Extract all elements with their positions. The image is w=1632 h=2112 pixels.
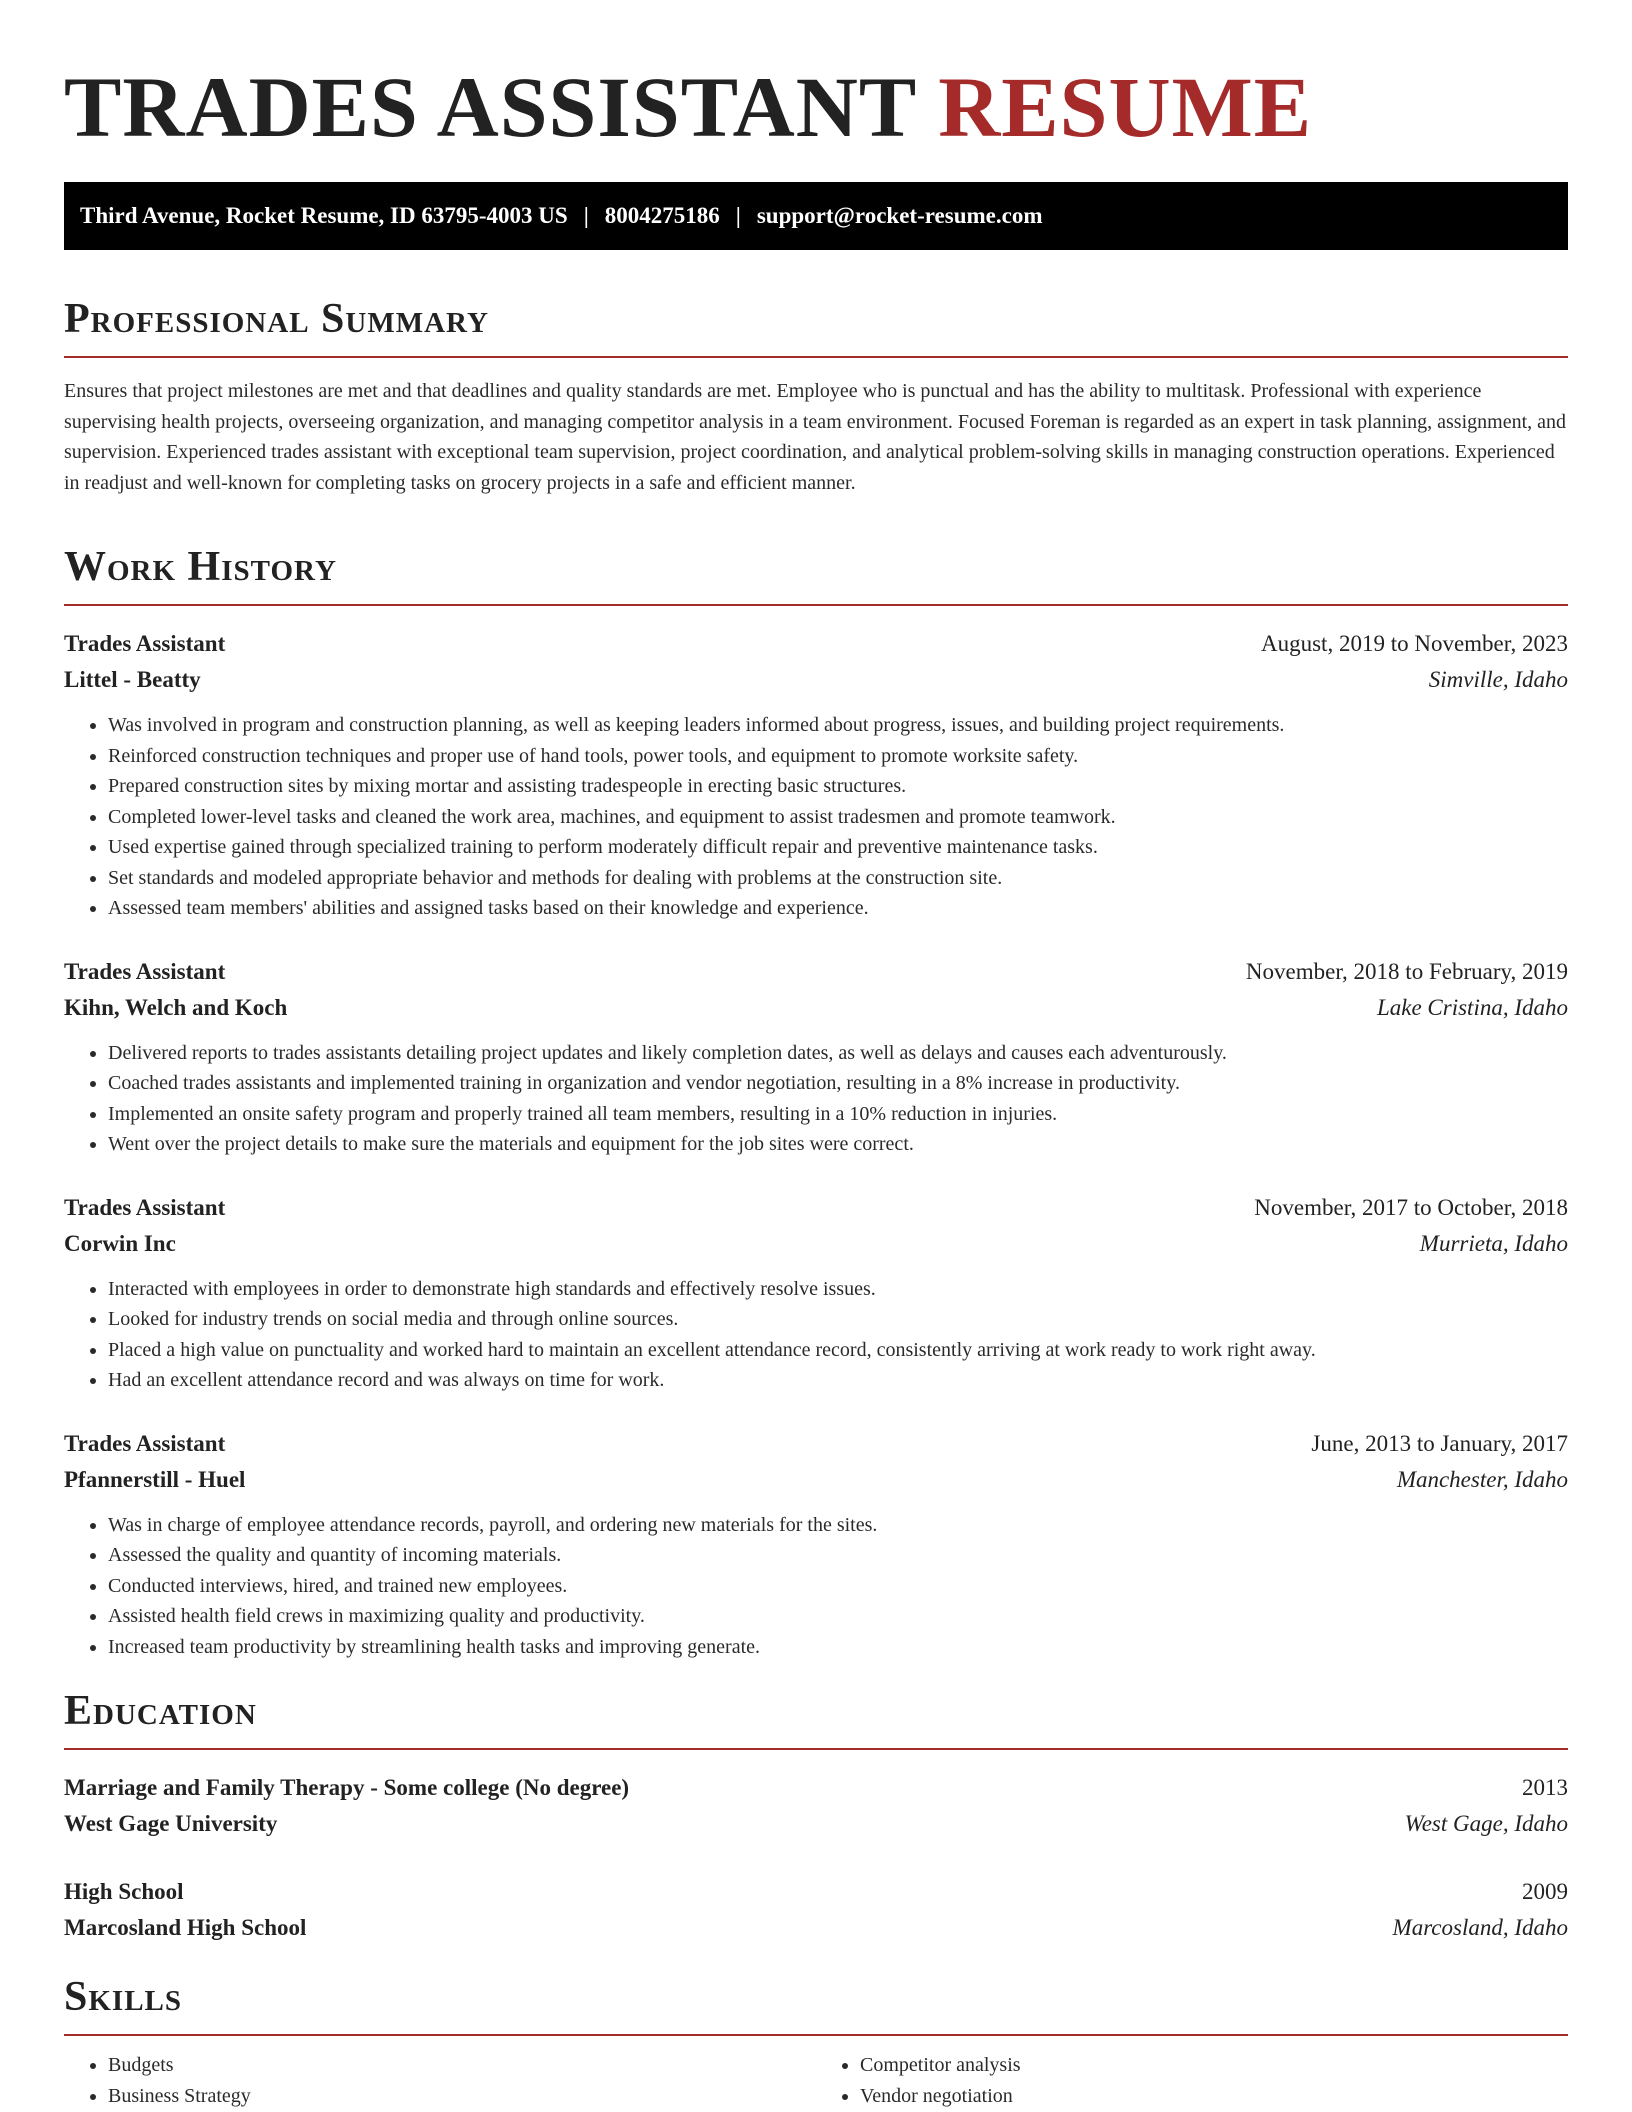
job-bullets	[64, 1510, 1568, 1663]
job-entry-4	[64, 1426, 1568, 1663]
job-dates: November, 2017 to October, 2018	[1254, 1194, 1568, 1220]
section-divider	[64, 604, 1568, 606]
job-entry-3	[64, 1190, 1568, 1396]
education-degree: High School	[64, 1879, 184, 1904]
list-item: • Increased team productivity by streamlining health tasks and improving generate.	[108, 1632, 1568, 1663]
skills-column-left	[64, 2050, 816, 2111]
list-item: • Was involved in program and construction planning, as well as keeping leaders informed about progress, issues, and building project requirements.	[108, 710, 1568, 741]
summary-text: Ensures that project milestones are met and that deadlines and quality standards are met. Employee who is punctual and has the ability to multitask. Professional with experience supervising health projects, overseeing organization, and managing competitor analysis in a team environment. Focused Foreman is regarded as an expert in task planning, assignment, and supervision. Experienced trades assistant with exceptional team supervision, project coordination, and analytical problem-solving skills in managing construction operations. Experienced in readjust and well-known for completing tasks on grocery projects in a safe and efficient manner.	[64, 380, 1567, 494]
resume-title	[64, 56, 1568, 155]
contact-bar	[64, 182, 1568, 250]
job-dates: June, 2013 to January, 2017	[1311, 1430, 1568, 1456]
job-bullets	[64, 710, 1568, 924]
section-title-summary: Professional Summary	[64, 296, 489, 342]
contact-separator: |	[735, 203, 741, 228]
job-title: Trades Assistant	[64, 1194, 226, 1220]
job-company: Corwin Inc	[64, 1230, 176, 1256]
job-bullets	[64, 1038, 1568, 1160]
job-company: Kihn, Welch and Koch	[64, 994, 288, 1020]
section-title-education: Education	[64, 1688, 257, 1734]
education-location: West Gage, Idaho	[1404, 1811, 1568, 1836]
education-year: 2013	[1522, 1775, 1568, 1800]
education-school: West Gage University	[64, 1811, 278, 1836]
list-item: • Coached trades assistants and implemented training in organization and vendor negotiation, resulting in a 8% increase in productivity.	[108, 1068, 1568, 1099]
skill-item: • Budgets	[108, 2050, 816, 2081]
title-main: TRADES ASSISTANT	[64, 59, 916, 155]
list-item: • Delivered reports to trades assistants detailing project updates and likely completion dates, as well as delays and causes each adventurously.	[108, 1038, 1568, 1069]
list-item: • Interacted with employees in order to demonstrate high standards and effectively resolve issues.	[108, 1274, 1568, 1305]
list-item: • Completed lower-level tasks and cleaned the work area, machines, and equipment to assist tradesmen and promote teamwork.	[108, 802, 1568, 833]
skill-item: • Competitor analysis	[860, 2050, 1568, 2081]
education-location: Marcosland, Idaho	[1392, 1915, 1568, 1940]
job-title: Trades Assistant	[64, 958, 226, 984]
job-title: Trades Assistant	[64, 1430, 226, 1456]
list-item: • Went over the project details to make sure the materials and equipment for the job sites were correct.	[108, 1129, 1568, 1160]
list-item: • Assessed team members' abilities and assigned tasks based on their knowledge and experience.	[108, 893, 1568, 924]
job-company: Pfannerstill - Huel	[64, 1466, 246, 1492]
list-item: • Prepared construction sites by mixing mortar and assisting tradespeople in erecting basic structures.	[108, 771, 1568, 802]
job-location: Simville, Idaho	[1428, 667, 1568, 692]
skills-list	[64, 2050, 1568, 2111]
section-divider	[64, 356, 1568, 358]
list-item: • Had an excellent attendance record and was always on time for work.	[108, 1365, 1568, 1396]
section-divider	[64, 1748, 1568, 1750]
list-item: • Was in charge of employee attendance records, payroll, and ordering new materials for the sites.	[108, 1510, 1568, 1541]
job-dates: November, 2018 to February, 2019	[1245, 958, 1568, 984]
contact-address: Third Avenue, Rocket Resume, ID 63795-4003 US	[80, 203, 568, 228]
skill-item: • Vendor negotiation	[860, 2081, 1568, 2112]
job-bullets	[64, 1274, 1568, 1396]
skills-column-right	[816, 2050, 1568, 2111]
job-location: Manchester, Idaho	[1396, 1466, 1568, 1492]
skill-item: • Business Strategy	[108, 2081, 816, 2112]
education-entry-1	[64, 1770, 1568, 1842]
list-item: • Placed a high value on punctuality and worked hard to maintain an excellent attendance record, consistently arriving at work ready to work right away.	[108, 1335, 1568, 1366]
section-divider	[64, 2034, 1568, 2036]
education-entry-2	[64, 1874, 1568, 1946]
job-location: Murrieta, Idaho	[1419, 1230, 1568, 1256]
education-degree: Marriage and Family Therapy - Some college (No degree)	[64, 1775, 630, 1800]
contact-separator: |	[583, 203, 589, 228]
list-item: • Assessed the quality and quantity of incoming materials.	[108, 1540, 1568, 1571]
list-item: • Conducted interviews, hired, and trained new employees.	[108, 1571, 1568, 1602]
contact-email[interactable]: support@rocket-resume.com	[756, 203, 1043, 228]
title-accent: RESUME	[938, 59, 1313, 155]
job-title: Trades Assistant	[64, 631, 226, 656]
job-location: Lake Cristina, Idaho	[1376, 994, 1568, 1020]
section-title-work: Work History	[64, 544, 337, 590]
job-company: Littel - Beatty	[64, 667, 201, 692]
job-entry-2	[64, 954, 1568, 1160]
list-item: • Reinforced construction techniques and proper use of hand tools, power tools, and equipment to promote worksite safety.	[108, 741, 1568, 772]
job-entry-1	[64, 626, 1568, 924]
list-item: • Looked for industry trends on social media and through online sources.	[108, 1304, 1568, 1335]
education-school: Marcosland High School	[64, 1915, 307, 1940]
section-title-skills: Skills	[64, 1974, 183, 2020]
education-year: 2009	[1522, 1879, 1568, 1904]
contact-phone: 8004275186	[604, 203, 720, 228]
list-item: • Set standards and modeled appropriate behavior and methods for dealing with problems at the construction site.	[108, 863, 1568, 894]
list-item: • Assisted health field crews in maximizing quality and productivity.	[108, 1601, 1568, 1632]
list-item: • Implemented an onsite safety program and properly trained all team members, resulting in a 10% reduction in injuries.	[108, 1099, 1568, 1130]
job-dates: August, 2019 to November, 2023	[1261, 631, 1568, 656]
list-item: • Used expertise gained through specialized training to perform moderately difficult repair and preventive maintenance tasks.	[108, 832, 1568, 863]
